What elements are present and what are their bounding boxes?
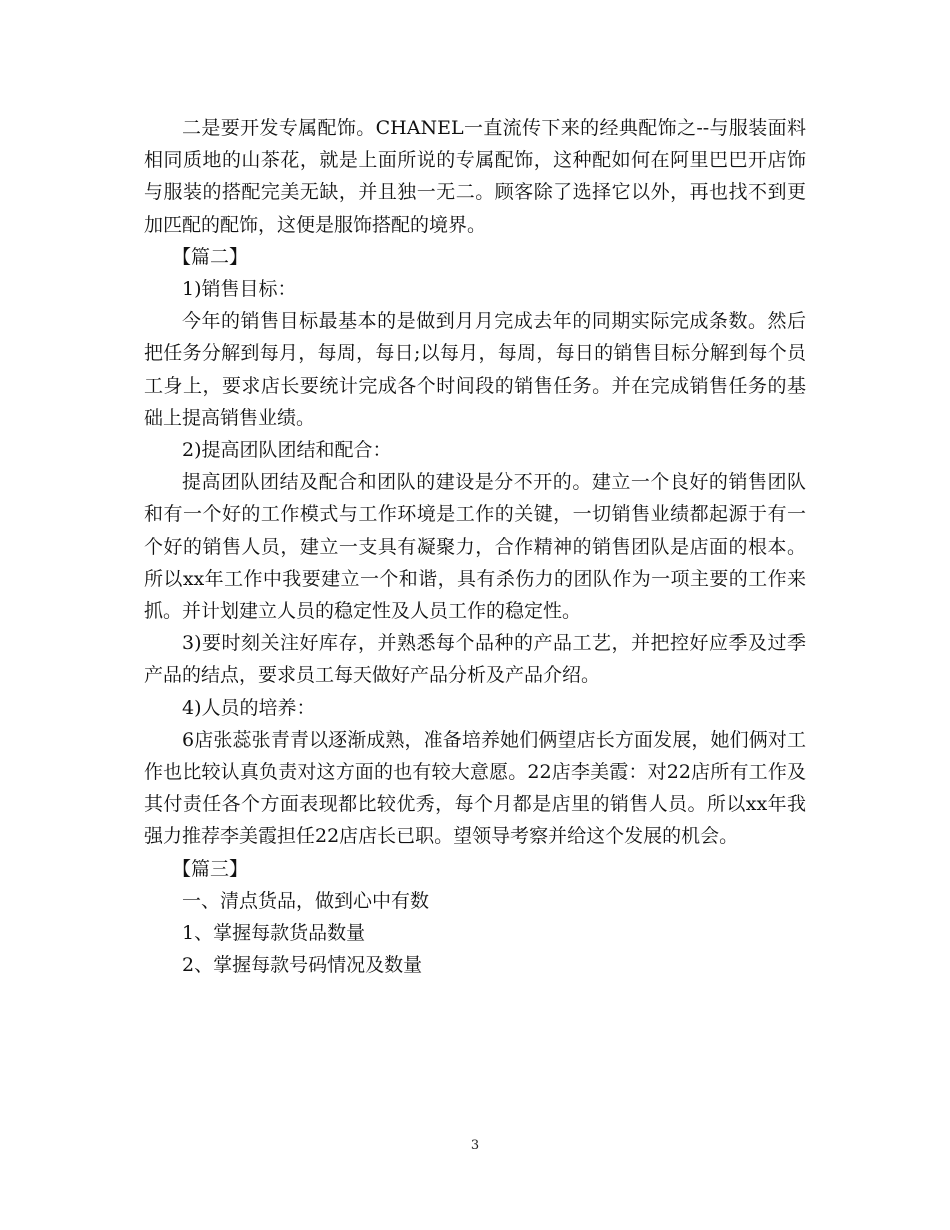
- paragraph-sales-target: 今年的销售目标最基本的是做到月月完成去年的同期实际完成条数。然后把任务分解到每月，每周，每日;以每月，每周，每日的销售目标分解到每个员工身上，要求店长要统计完成各个时间段的销售任务。并在完成销售任务的基础上提高销售业绩。: [144, 310, 806, 429]
- item-stock-sizes: 2、掌握每款号码情况及数量: [182, 954, 423, 977]
- item-inventory-attention: 3)要时刻关注好库存，并熟悉每个品种的产品工艺，并把控好应季及过季产品的结点，要求员工每天做好产品分析及产品介绍。: [144, 632, 806, 687]
- paragraph-exclusive-accessories: 二是要开发专属配饰。CHANEL一直流传下来的经典配饰之--与服装面料相同质地的山茶花，就是上面所说的专属配饰，这种配如何在阿里巴巴开店饰与服装的搭配完美无缺，并且独一无二。顾客除了选择它以外，再也找不到更加匹配的配饰，这便是服饰搭配的境界。: [144, 117, 806, 236]
- document-body: [144, 112, 806, 981]
- item-team-unity-title: 2)提高团队团结和配合：: [182, 439, 392, 462]
- page-number: 3: [470, 1138, 480, 1153]
- section-heading-part-two: 【篇二】: [172, 245, 249, 268]
- item-staff-training-title: 4)人员的培养：: [182, 696, 316, 719]
- item-sales-target-title: 1)销售目标：: [182, 278, 297, 301]
- item-stock-count-title: 一、清点货品，做到心中有数: [182, 889, 430, 912]
- paragraph-staff-training: 6店张蕊张青青以逐渐成熟，准备培养她们俩望店长方面发展，她们俩对工作也比较认真负责对这方面的也有较大意愿。22店李美霞：对22店所有工作及其付责任各个方面表现都比较优秀，每个月都是店里的销售人员。所以xx年我强力推荐李美霞担任22店店长已职。望领导考察并给这个发展的机会。: [144, 728, 806, 848]
- item-stock-quantity: 1、掌握每款货品数量: [182, 922, 366, 945]
- section-heading-part-three: 【篇三】: [172, 857, 249, 880]
- paragraph-team-unity: 提高团队团结及配合和团队的建设是分不开的。建立一个良好的销售团队和有一个好的工作模式与工作环境是工作的关键，一切销售业绩都起源于有一个好的销售人员，建立一支具有凝聚力，合作精神的销售团队是店面的根本。所以xx年工作中我要建立一个和谐，具有杀伤力的团队作为一项主要的工作来抓。并计划建立人员的稳定性及人员工作的稳定性。: [144, 471, 806, 623]
